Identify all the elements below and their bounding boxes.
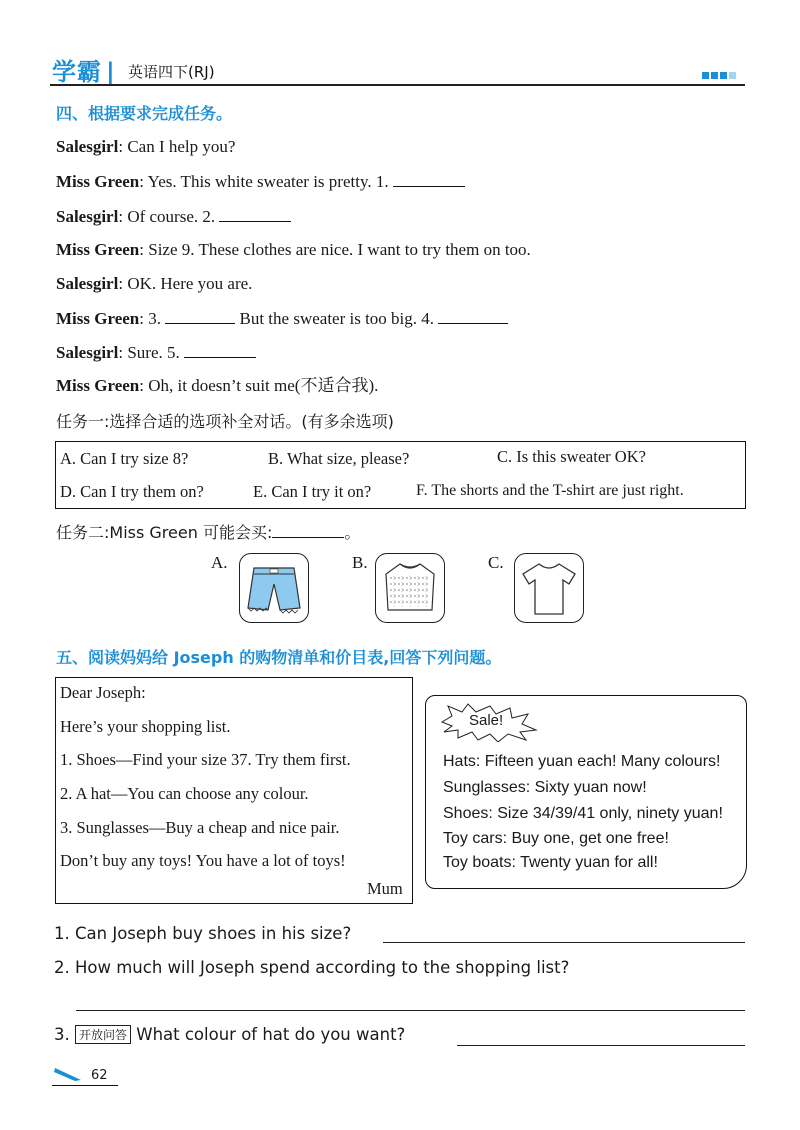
option-f: F. The shorts and the T-shirt are just right.	[416, 482, 684, 499]
pencil-icon	[53, 1064, 87, 1082]
dialogue-line-2: Miss Green: Yes. This white sweater is pretty. 1.	[56, 170, 465, 193]
picture-b-label: B.	[352, 553, 368, 572]
dialogue-line-3: Salesgirl: Of course. 2.	[56, 205, 291, 228]
price-list-box	[425, 695, 747, 889]
answer-blank-1[interactable]	[393, 170, 465, 187]
letter-signature: Mum	[367, 879, 403, 898]
picture-c-label: C.	[488, 553, 504, 572]
letter-line-4: 2. A hat—You can choose any colour.	[60, 784, 309, 803]
answer-line-3[interactable]	[457, 1045, 745, 1046]
letter-line-6: Don’t buy any toys! You have a lot of toys!	[60, 851, 346, 870]
brand-logo: 学霸 |	[52, 58, 116, 86]
answer-blank-2[interactable]	[219, 205, 291, 222]
option-c: C. Is this sweater OK?	[497, 447, 646, 466]
question-1: 1. Can Joseph buy shoes in his size?	[54, 924, 352, 943]
sale-label: Sale!	[469, 712, 504, 729]
dialogue-line-5: Salesgirl: OK. Here you are.	[56, 274, 253, 293]
task2-instruction: 任务二:Miss Green 可能会买: 。	[56, 523, 361, 542]
letter-line-2: Here’s your shopping list.	[60, 717, 231, 736]
option-b: B. What size, please?	[268, 449, 410, 468]
picture-b-frame[interactable]	[375, 553, 445, 623]
header-rule	[50, 84, 745, 86]
price-line-5: Toy boats: Twenty yuan for all!	[443, 854, 658, 871]
answer-line-2[interactable]	[76, 1010, 745, 1011]
dialogue-line-6: Miss Green: 3. But the sweater is too big. 4.	[56, 307, 508, 330]
price-line-1: Hats: Fifteen yuan each! Many colours!	[443, 753, 721, 770]
answer-blank-3[interactable]	[165, 307, 235, 324]
task2-blank[interactable]	[272, 523, 344, 538]
question-3: 3. 开放问答 What colour of hat do you want?	[54, 1025, 406, 1044]
letter-line-1: Dear Joseph:	[60, 683, 146, 702]
option-a: A. Can I try size 8?	[60, 449, 189, 468]
dialogue-line-7: Salesgirl: Sure. 5.	[56, 341, 256, 364]
options-box	[55, 441, 746, 509]
dialogue-line-1: Salesgirl: Can I help you?	[56, 137, 236, 156]
section4-title: 四、根据要求完成任务。	[56, 104, 233, 123]
footer-rule	[52, 1085, 118, 1086]
shorts-icon	[240, 554, 308, 622]
price-line-2: Sunglasses: Sixty yuan now!	[443, 779, 647, 796]
picture-c-frame[interactable]	[514, 553, 584, 623]
picture-a-frame[interactable]	[239, 553, 309, 623]
answer-line-1[interactable]	[383, 942, 745, 943]
sweater-icon	[376, 554, 444, 622]
tshirt-icon	[515, 554, 583, 622]
answer-blank-4[interactable]	[438, 307, 508, 324]
picture-a-label: A.	[211, 553, 228, 572]
price-line-4: Toy cars: Buy one, get one free!	[443, 830, 669, 847]
shopping-list-letter	[55, 677, 413, 904]
answer-blank-5[interactable]	[184, 341, 256, 358]
letter-line-5: 3. Sunglasses—Buy a cheap and nice pair.	[60, 818, 340, 837]
price-line-3: Shoes: Size 34/39/41 only, ninety yuan!	[443, 805, 723, 822]
task1-instruction: 任务一:选择合适的选项补全对话。(有多余选项)	[56, 412, 394, 431]
section5-title: 五、阅读妈妈给 Joseph 的购物清单和价目表,回答下列问题。	[56, 648, 502, 667]
header-decoration	[702, 66, 738, 84]
open-question-tag: 开放问答	[75, 1025, 131, 1044]
dialogue-line-4: Miss Green: Size 9. These clothes are nice. I want to try them on too.	[56, 240, 531, 259]
option-d: D. Can I try them on?	[60, 482, 204, 501]
letter-line-3: 1. Shoes—Find your size 37. Try them first.	[60, 750, 351, 769]
dialogue-line-8: Miss Green: Oh, it doesn’t suit me(不适合我).	[56, 376, 379, 395]
page-number: 62	[91, 1068, 108, 1083]
option-e: E. Can I try it on?	[253, 482, 372, 501]
question-2: 2. How much will Joseph spend according to the shopping list?	[54, 958, 570, 977]
book-title: 英语四下(RJ)	[128, 63, 215, 81]
